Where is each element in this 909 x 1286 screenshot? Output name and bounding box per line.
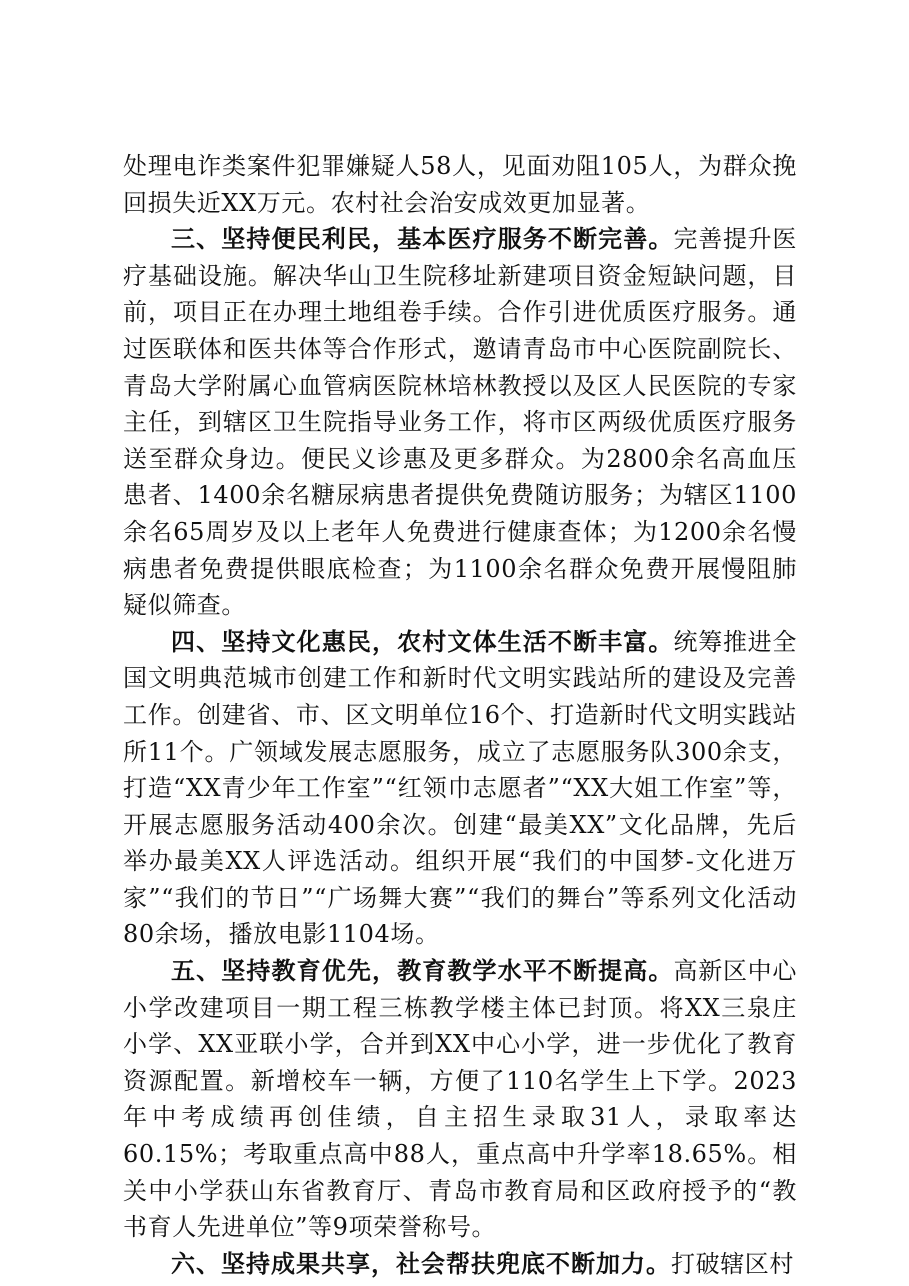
paragraph-section-6 [123,1246,797,1283]
paragraph-body: 完善提升医疗基础设施。解决华山卫生院移址新建项目资金短缺问题，目前，项目正在办理土地组卷手续。合作引进优质医疗服务。通过医联体和医共体等合作形式，邀请青岛市中心医院副院长、青岛大学附属心血管病医院林培林教授以及区人民医院的专家主任，到辖区卫生院指导业务工作，将市区两级优质医疗服务送至群众身边。便民义诊惠及更多群众。为2800余名高血压患者、1400余名糖尿病患者提供免费随访服务；为辖区1100余名65周岁及以上老年人免费进行健康查体；为1200余名慢病患者免费提供眼底检查；为1100余名群众免费开展慢阻肺疑似筛查。 [123,225,797,620]
section-heading: 六、坚持成果共享，社会帮扶兜底不断加力。 [171,1249,671,1278]
paragraph-section-5 [123,953,797,1246]
section-heading: 四、坚持文化惠民，农村文体生活不断丰富。 [171,627,674,656]
paragraph-body: 高新区中心小学改建项目一期工程三栋教学楼主体已封顶。将XX三泉庄小学、XX亚联小学，合并到XX中心小学，进一步优化了教育资源配置。新增校车一辆，方便了110名学生上下学。2023年中考成绩再创佳绩，自主招生录取31人，录取率达60.15%；考取重点高中88人，重点高中升学率18.65%。相关中小学获山东省教育厅、青岛市教育局和区政府授予的“教书育人先进单位”等9项荣誉称号。 [123,957,797,1242]
paragraph-section-4 [123,624,797,953]
paragraph-body: 打破辖区村 [671,1249,794,1278]
paragraph-body: 统筹推进全国文明典范城市创建工作和新时代文明实践站所的建设及完善工作。创建省、市、区文明单位16个、打造新时代文明实践站所11个。广领域发展志愿服务，成立了志愿服务队300余支，打造“XX青少年工作室”“红领巾志愿者”“XX大姐工作室”等，开展志愿服务活动400余次。创建“最美XX”文化品牌，先后举办最美XX人评选活动。组织开展“我们的中国梦-文化进万家”“我们的节日”“广场舞大赛”“我们的舞台”等系列文化活动80余场，播放电影1104场。 [123,627,797,949]
document-page [123,148,797,1282]
paragraph-continuation [123,148,797,221]
section-heading: 五、坚持教育优先，教育教学水平不断提高。 [171,957,674,986]
paragraph-section-3 [123,221,797,624]
paragraph-body: 处理电诈类案件犯罪嫌疑人58人，见面劝阻105人，为群众挽回损失近XX万元。农村社会治安成效更加显著。 [123,152,797,217]
section-heading: 三、坚持便民利民，基本医疗服务不断完善。 [171,225,674,254]
